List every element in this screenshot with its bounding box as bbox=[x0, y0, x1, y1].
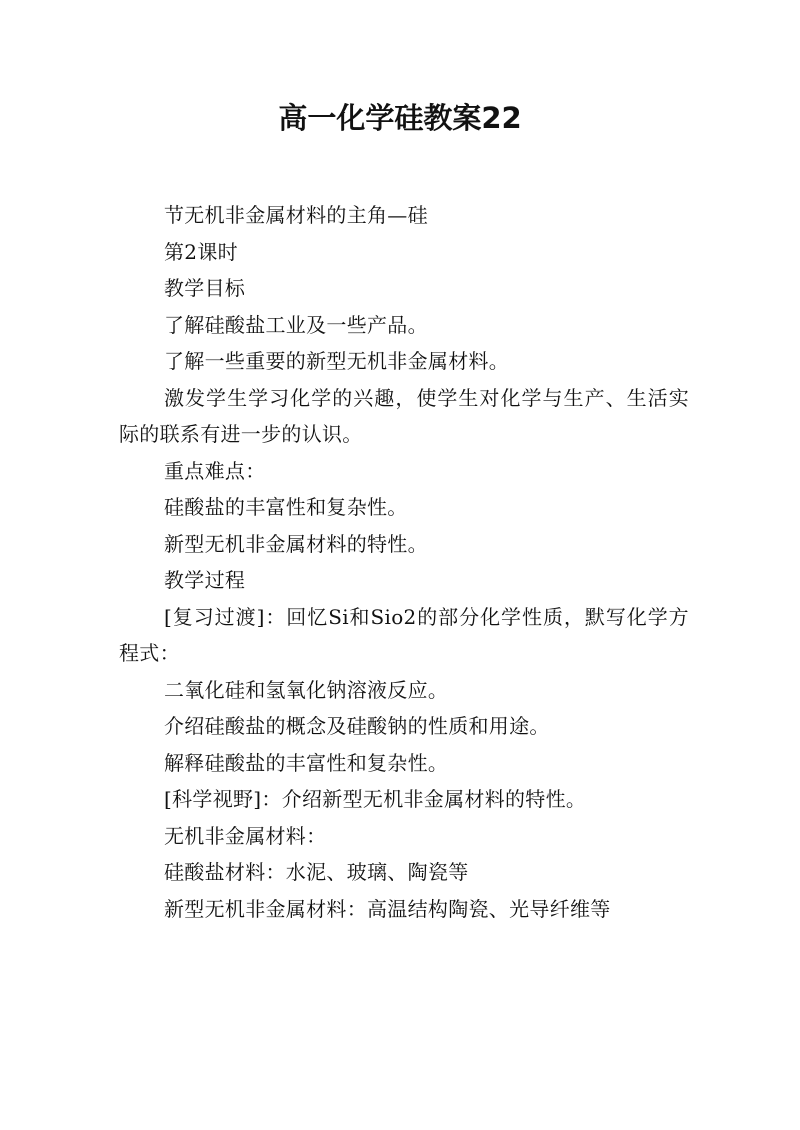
paragraph-lesson-number: 第2课时 bbox=[164, 239, 238, 264]
paragraph-key-points-heading: 重点难点： bbox=[164, 458, 266, 483]
paragraph-review-transition: [复习过渡]：回忆Si和Sio2的部分化学性质，默写化学方程式： bbox=[119, 604, 689, 665]
paragraph-reaction: 二氧化硅和氢氧化钠溶液反应。 bbox=[164, 677, 449, 702]
paragraph-section-heading: 节无机非金属材料的主角—硅 bbox=[164, 203, 428, 227]
paragraph-new-materials: 新型无机非金属材料：高温结构陶瓷、光导纤维等 bbox=[164, 896, 611, 921]
paragraph-goal-3: 激发学生学习化学的兴趣，使学生对化学与生产、生活实际的联系有进一步的认识。 bbox=[119, 385, 689, 446]
paragraph-inorganic-materials: 无机非金属材料： bbox=[164, 823, 327, 848]
paragraph-silicate-explain: 解释硅酸盐的丰富性和复杂性。 bbox=[164, 750, 449, 775]
paragraph-key-point-1: 硅酸盐的丰富性和复杂性。 bbox=[164, 495, 408, 519]
paragraph-silicate-materials: 硅酸盐材料：水泥、玻璃、陶瓷等 bbox=[164, 860, 469, 884]
paragraph-teaching-goals-heading: 教学目标 bbox=[164, 276, 246, 300]
paragraph-key-point-2: 新型无机非金属材料的特性。 bbox=[164, 531, 428, 556]
paragraph-science-view: [科学视野]：介绍新型无机非金属材料的特性。 bbox=[164, 787, 587, 811]
paragraph-goal-2: 了解一些重要的新型无机非金属材料。 bbox=[164, 349, 510, 373]
paragraph-silicate-intro: 介绍硅酸盐的概念及硅酸钠的性质和用途。 bbox=[164, 714, 550, 738]
paragraph-process-heading: 教学过程 bbox=[164, 568, 246, 592]
paragraph-goal-1: 了解硅酸盐工业及一些产品。 bbox=[164, 312, 428, 337]
document-title: 高一化学硅教案22 bbox=[278, 101, 522, 135]
document-body bbox=[119, 197, 689, 927]
